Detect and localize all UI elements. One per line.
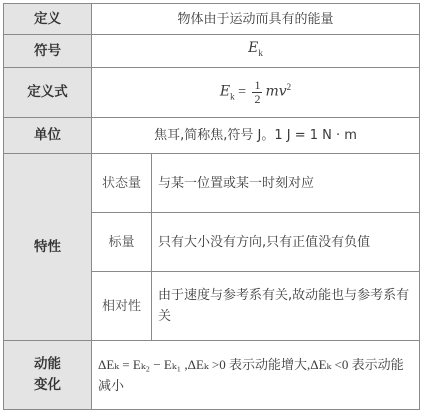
property-name: 相对性 bbox=[92, 272, 152, 341]
row-property-state bbox=[4, 154, 420, 213]
kinetic-energy-table-wrapper bbox=[3, 3, 420, 410]
row-formula bbox=[4, 68, 420, 118]
change-label-line1: 动能 bbox=[34, 356, 61, 372]
change-label bbox=[4, 341, 92, 410]
symbol-sub: k bbox=[258, 47, 263, 58]
property-desc: 只有大小没有方向,只有正值没有负值 bbox=[152, 213, 420, 272]
row-change bbox=[4, 341, 420, 410]
property-desc: 与某一位置或某一时刻对应 bbox=[152, 154, 420, 213]
row-definition bbox=[4, 4, 420, 35]
formula-label: 定义式 bbox=[4, 68, 92, 118]
formula-frac-num: 1 bbox=[254, 78, 261, 93]
property-desc: 由于速度与参考系有关,故动能也与参考系有关 bbox=[152, 272, 420, 341]
symbol-main: E bbox=[248, 40, 259, 57]
property-name: 标量 bbox=[92, 213, 152, 272]
symbol-value bbox=[92, 35, 420, 68]
symbol-label: 符号 bbox=[4, 35, 92, 68]
formula-rhs-exp: 2 bbox=[286, 82, 292, 93]
properties-label: 特性 bbox=[4, 154, 92, 341]
unit-label: 单位 bbox=[4, 118, 92, 154]
formula-lhs-sub: k bbox=[230, 91, 235, 102]
change-label-line2: 变化 bbox=[34, 377, 61, 393]
formula-rhs-tail: mv bbox=[265, 83, 287, 100]
definition-value: 物体由于运动而具有的能量 bbox=[92, 4, 420, 35]
formula-fraction bbox=[252, 79, 262, 106]
change-value: ΔEₖ = Eₖ₂ − Eₖ₁ ,ΔEₖ >0 表示动能增大,ΔEₖ <0 表示动能减小 bbox=[92, 341, 420, 410]
kinetic-energy-table bbox=[3, 3, 420, 410]
unit-value: 焦耳,简称焦,符号 J。1 J = 1 N · m bbox=[92, 118, 420, 154]
formula-frac-den: 2 bbox=[254, 92, 261, 107]
row-symbol bbox=[4, 35, 420, 68]
formula-value bbox=[92, 68, 420, 118]
formula-lhs-main: E bbox=[219, 83, 231, 100]
row-unit bbox=[4, 118, 420, 154]
property-name: 状态量 bbox=[92, 154, 152, 213]
formula-equals: = bbox=[238, 84, 246, 100]
definition-label: 定义 bbox=[4, 4, 92, 35]
